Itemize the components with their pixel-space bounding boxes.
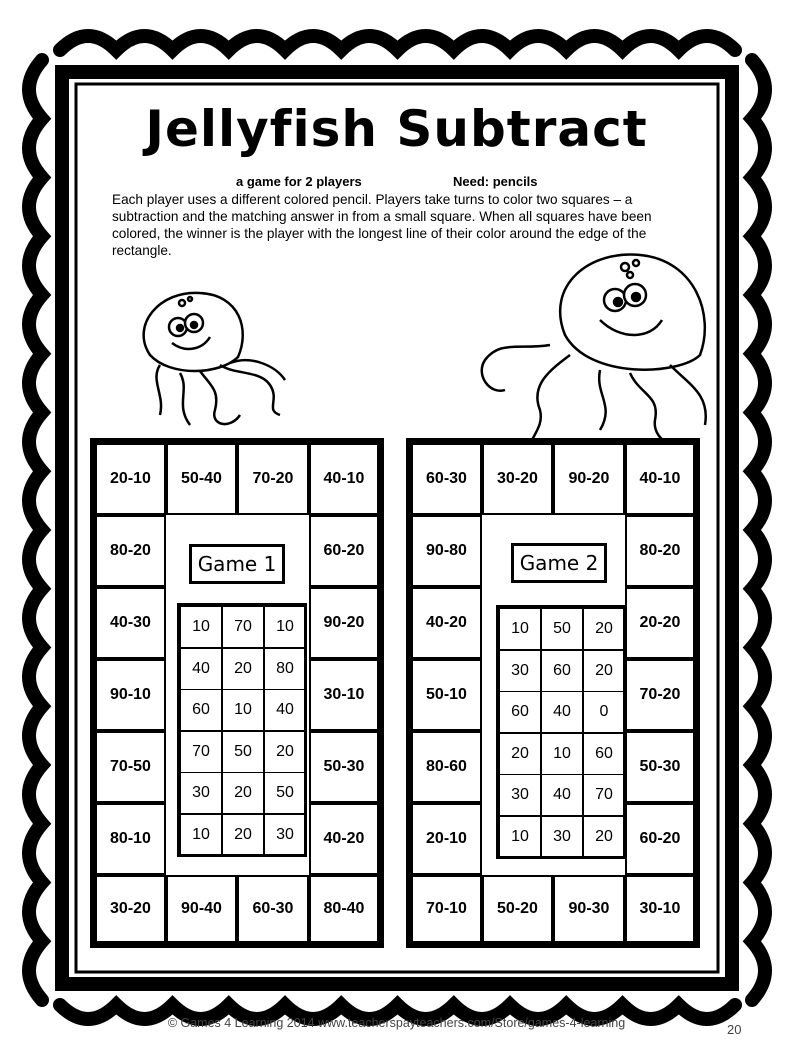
game-1-right-square[interactable]: 50-30 (309, 731, 379, 803)
game-1-left-square[interactable]: 90-10 (95, 659, 166, 731)
game-1-answer-square[interactable]: 50 (222, 731, 264, 773)
game-2-left-square[interactable]: 80-60 (411, 731, 482, 803)
game-1-answer-square[interactable]: 30 (264, 814, 306, 856)
game-2-bottom-square[interactable]: 50-20 (482, 875, 553, 943)
game-2-right-square[interactable]: 20-20 (625, 587, 695, 659)
footer-credit: © Games 4 Learning 2014 www.teacherspayteachers.com/Store/games-4-learning (167, 1016, 626, 1030)
game-2-top-square[interactable]: 60-30 (411, 443, 482, 515)
game-1-bottom-square[interactable]: 30-20 (95, 875, 166, 943)
game-2-answer-square[interactable]: 60 (499, 691, 541, 733)
game-2-answer-square[interactable]: 50 (541, 608, 583, 650)
game-1-bottom-square[interactable]: 60-30 (237, 875, 309, 943)
game-1-answer-square[interactable]: 10 (180, 606, 222, 648)
game-1-answer-grid (177, 603, 307, 857)
game-2-label: Game 2 (511, 543, 607, 583)
game-1-answer-square[interactable]: 10 (264, 606, 306, 648)
game-1-bottom-square[interactable]: 80-40 (309, 875, 379, 943)
game-2-left-square[interactable]: 50-10 (411, 659, 482, 731)
game-1-left-square[interactable]: 80-20 (95, 515, 166, 587)
game-2-answer-square[interactable]: 10 (499, 816, 541, 858)
game-2-left-square[interactable]: 90-80 (411, 515, 482, 587)
game-2-answer-square[interactable]: 40 (541, 691, 583, 733)
jellyfish-right-illustration (430, 245, 720, 460)
game-1-answer-square[interactable]: 20 (222, 814, 264, 856)
game-2-answer-square[interactable]: 20 (499, 733, 541, 775)
game-1-top-square[interactable]: 40-10 (309, 443, 379, 515)
game-1-answer-square[interactable]: 20 (264, 731, 306, 773)
game-1-right-square[interactable]: 30-10 (309, 659, 379, 731)
game-1-answer-square[interactable]: 80 (264, 648, 306, 690)
game-1-answer-square[interactable]: 60 (180, 689, 222, 731)
page-title: Jellyfish Subtract (145, 100, 648, 158)
game-2-answer-square[interactable]: 0 (583, 691, 625, 733)
instructions: Each player uses a different colored pencil. Players take turns to color two squares – a subtraction and the matching answer in from a small square. When all squares have been colored, the winner is the player with the longest line of their color around the edge of the rectangle. (112, 192, 652, 258)
game-2-answer-square[interactable]: 60 (583, 733, 625, 775)
game-2-right-square[interactable]: 50-30 (625, 731, 695, 803)
game-1-answer-square[interactable]: 40 (180, 648, 222, 690)
game-2-answer-square[interactable]: 10 (541, 733, 583, 775)
game-2-right-square[interactable]: 80-20 (625, 515, 695, 587)
game-2-answer-square[interactable]: 60 (541, 650, 583, 692)
game-2-answer-square[interactable]: 30 (499, 774, 541, 816)
game-1-answer-square[interactable]: 50 (264, 772, 306, 814)
game-1-top-square[interactable]: 70-20 (237, 443, 309, 515)
game-1-answer-square[interactable]: 20 (222, 648, 264, 690)
game-2-answer-grid (496, 605, 626, 859)
game-2-bottom-square[interactable]: 90-30 (553, 875, 625, 943)
game-2-answer-square[interactable]: 70 (583, 774, 625, 816)
game-1-answer-square[interactable]: 30 (180, 772, 222, 814)
game-1-bottom-square[interactable]: 90-40 (166, 875, 237, 943)
game-1-label: Game 1 (189, 544, 285, 584)
game-2-answer-square[interactable]: 20 (583, 816, 625, 858)
game-1-top-square[interactable]: 20-10 (95, 443, 166, 515)
players-note: a game for 2 players (236, 174, 362, 189)
game-1-left-square[interactable]: 80-10 (95, 803, 166, 875)
page-number: 20 (727, 1022, 742, 1037)
game-2-answer-square[interactable]: 20 (583, 608, 625, 650)
game-2-answer-square[interactable]: 30 (499, 650, 541, 692)
game-2-left-square[interactable]: 20-10 (411, 803, 482, 875)
game-2-left-square[interactable]: 40-20 (411, 587, 482, 659)
game-2-bottom-square[interactable]: 70-10 (411, 875, 482, 943)
game-2-top-square[interactable]: 30-20 (482, 443, 553, 515)
game-2-board (406, 438, 700, 948)
game-1-answer-square[interactable]: 70 (180, 731, 222, 773)
game-2-answer-square[interactable]: 10 (499, 608, 541, 650)
game-1-answer-square[interactable]: 10 (222, 689, 264, 731)
game-2-answer-square[interactable]: 20 (583, 650, 625, 692)
game-1-right-square[interactable]: 60-20 (309, 515, 379, 587)
game-1-board (90, 438, 384, 948)
game-2-answer-square[interactable]: 30 (541, 816, 583, 858)
game-2-bottom-square[interactable]: 30-10 (625, 875, 695, 943)
game-1-right-square[interactable]: 40-20 (309, 803, 379, 875)
game-1-answer-square[interactable]: 40 (264, 689, 306, 731)
game-2-right-square[interactable]: 60-20 (625, 803, 695, 875)
game-1-answer-square[interactable]: 20 (222, 772, 264, 814)
game-2-right-square[interactable]: 70-20 (625, 659, 695, 731)
materials-note: Need: pencils (453, 174, 538, 189)
game-2-answer-square[interactable]: 40 (541, 774, 583, 816)
game-1-left-square[interactable]: 70-50 (95, 731, 166, 803)
game-1-right-square[interactable]: 90-20 (309, 587, 379, 659)
jellyfish-left-illustration (120, 285, 310, 445)
game-1-left-square[interactable]: 40-30 (95, 587, 166, 659)
game-1-answer-square[interactable]: 10 (180, 814, 222, 856)
game-1-top-square[interactable]: 50-40 (166, 443, 237, 515)
game-1-answer-square[interactable]: 70 (222, 606, 264, 648)
game-2-top-square[interactable]: 90-20 (553, 443, 625, 515)
game-2-top-square[interactable]: 40-10 (625, 443, 695, 515)
